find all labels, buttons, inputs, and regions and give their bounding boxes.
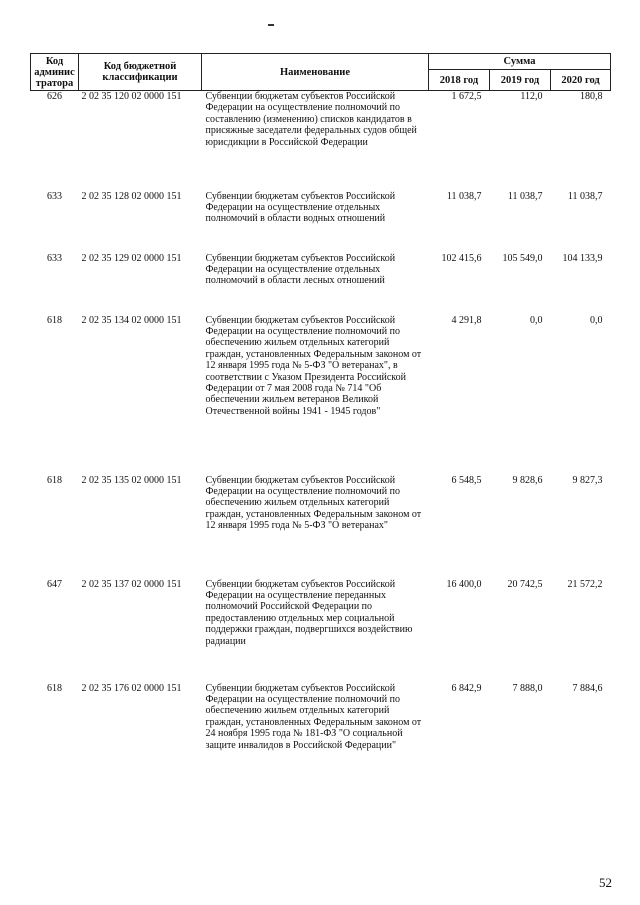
admin-code: 633 bbox=[47, 252, 62, 264]
budget-code: 2 02 35 137 02 0000 151 bbox=[81, 578, 182, 590]
budget-code: 2 02 35 120 02 0000 151 bbox=[81, 91, 182, 102]
table-row bbox=[31, 191, 611, 253]
sum-2018: 4 291,8 bbox=[451, 314, 482, 326]
sum-2020: 104 133,9 bbox=[562, 252, 603, 264]
sum-2020: 9 827,3 bbox=[572, 474, 603, 486]
table-row bbox=[31, 315, 611, 475]
budget-table bbox=[30, 53, 611, 803]
budget-code: 2 02 35 128 02 0000 151 bbox=[81, 190, 182, 202]
admin-code: 626 bbox=[47, 91, 62, 102]
admin-code: 647 bbox=[47, 578, 62, 590]
sum-2019: 112,0 bbox=[520, 91, 543, 102]
table-row bbox=[31, 475, 611, 579]
table-row bbox=[31, 91, 611, 191]
item-name: Субвенции бюджетам субъектов Российской Федерации на осуществление отдельных полномочий в области водных отношений bbox=[205, 190, 396, 225]
sum-2018: 102 415,6 bbox=[441, 252, 482, 264]
table-row bbox=[31, 253, 611, 315]
sum-2020: 180,8 bbox=[580, 91, 603, 102]
header-sum: Сумма bbox=[429, 54, 611, 70]
sum-2020: 0,0 bbox=[590, 314, 603, 326]
sum-2019: 0,0 bbox=[530, 314, 543, 326]
header-year-2020: 2020 год bbox=[551, 70, 611, 91]
scan-mark bbox=[268, 24, 274, 26]
table-header bbox=[31, 54, 611, 91]
item-name: Субвенции бюджетам субъектов Российской Федерации на осуществление полномочий по обеспечению жильем отдельных категорий граждан, установленных Федеральным законом от 12 января 1995 года № 5-ФЗ "О ветеранах", в соответствии с Указом Президента Российской Федерации от 7 мая 2008 года № 714 "Об обеспечении жильем ветеранов Великой Отечественной войны 1941 - 1945 годов" bbox=[205, 314, 422, 417]
item-name: Субвенции бюджетам субъектов Российской Федерации на осуществление полномочий по составлению (изменению) списков кандидатов в присяжные заседатели федеральных судов общей юрисдикции в Российской Федерации bbox=[205, 91, 417, 148]
item-name: Субвенции бюджетам субъектов Российской Федерации на осуществление отдельных полномочий в области лесных отношений bbox=[205, 252, 396, 287]
sum-2018: 16 400,0 bbox=[446, 578, 482, 590]
budget-code: 2 02 35 129 02 0000 151 bbox=[81, 252, 182, 264]
header-name: Наименование bbox=[202, 54, 429, 91]
page-number: 52 bbox=[599, 875, 612, 890]
admin-code: 618 bbox=[47, 682, 62, 694]
sum-2020: 7 884,6 bbox=[572, 682, 603, 694]
admin-code: 633 bbox=[47, 190, 62, 202]
admin-code: 618 bbox=[47, 314, 62, 326]
budget-code: 2 02 35 135 02 0000 151 bbox=[81, 474, 182, 486]
sum-2020: 21 572,2 bbox=[567, 578, 603, 590]
header-year-2018: 2018 год bbox=[429, 70, 490, 91]
item-name: Субвенции бюджетам субъектов Российской Федерации на осуществление полномочий по обеспечению жильем отдельных категорий граждан, установленных Федеральным законом от 24 ноября 1995 года № 181-ФЗ "О социальной защите инвалидов в Российской Федерации" bbox=[205, 682, 422, 751]
sum-2020: 11 038,7 bbox=[567, 190, 603, 202]
budget-code: 2 02 35 134 02 0000 151 bbox=[81, 314, 182, 326]
budget-code: 2 02 35 176 02 0000 151 bbox=[81, 682, 182, 694]
sum-2019: 7 888,0 bbox=[512, 682, 543, 694]
header-budget-code: Код бюджетной классификации bbox=[79, 54, 202, 91]
table-row bbox=[31, 579, 611, 683]
sum-2018: 1 672,5 bbox=[451, 91, 482, 102]
sum-2018: 6 548,5 bbox=[451, 474, 482, 486]
item-name: Субвенции бюджетам субъектов Российской Федерации на осуществление полномочий по обеспечению жильем отдельных категорий граждан, установленных Федеральным законом от 12 января 1995 года № 5-ФЗ "О ветеранах" bbox=[205, 474, 422, 532]
sum-2018: 11 038,7 bbox=[446, 190, 482, 202]
header-admin-code: Код админис тратора bbox=[31, 54, 79, 91]
sum-2018: 6 842,9 bbox=[451, 682, 482, 694]
header-year-2019: 2019 год bbox=[490, 70, 551, 91]
sum-2019: 11 038,7 bbox=[507, 190, 543, 202]
sum-2019: 9 828,6 bbox=[512, 474, 543, 486]
admin-code: 618 bbox=[47, 474, 62, 486]
item-name: Субвенции бюджетам субъектов Российской Федерации на осуществление переданных полномочий Российской Федерации по предоставлению отдельных мер социальной поддержки граждан, подвергшихся воздействию радиации bbox=[205, 578, 413, 647]
sum-2019: 105 549,0 bbox=[502, 252, 543, 264]
sum-2019: 20 742,5 bbox=[507, 578, 543, 590]
table-row bbox=[31, 683, 611, 803]
